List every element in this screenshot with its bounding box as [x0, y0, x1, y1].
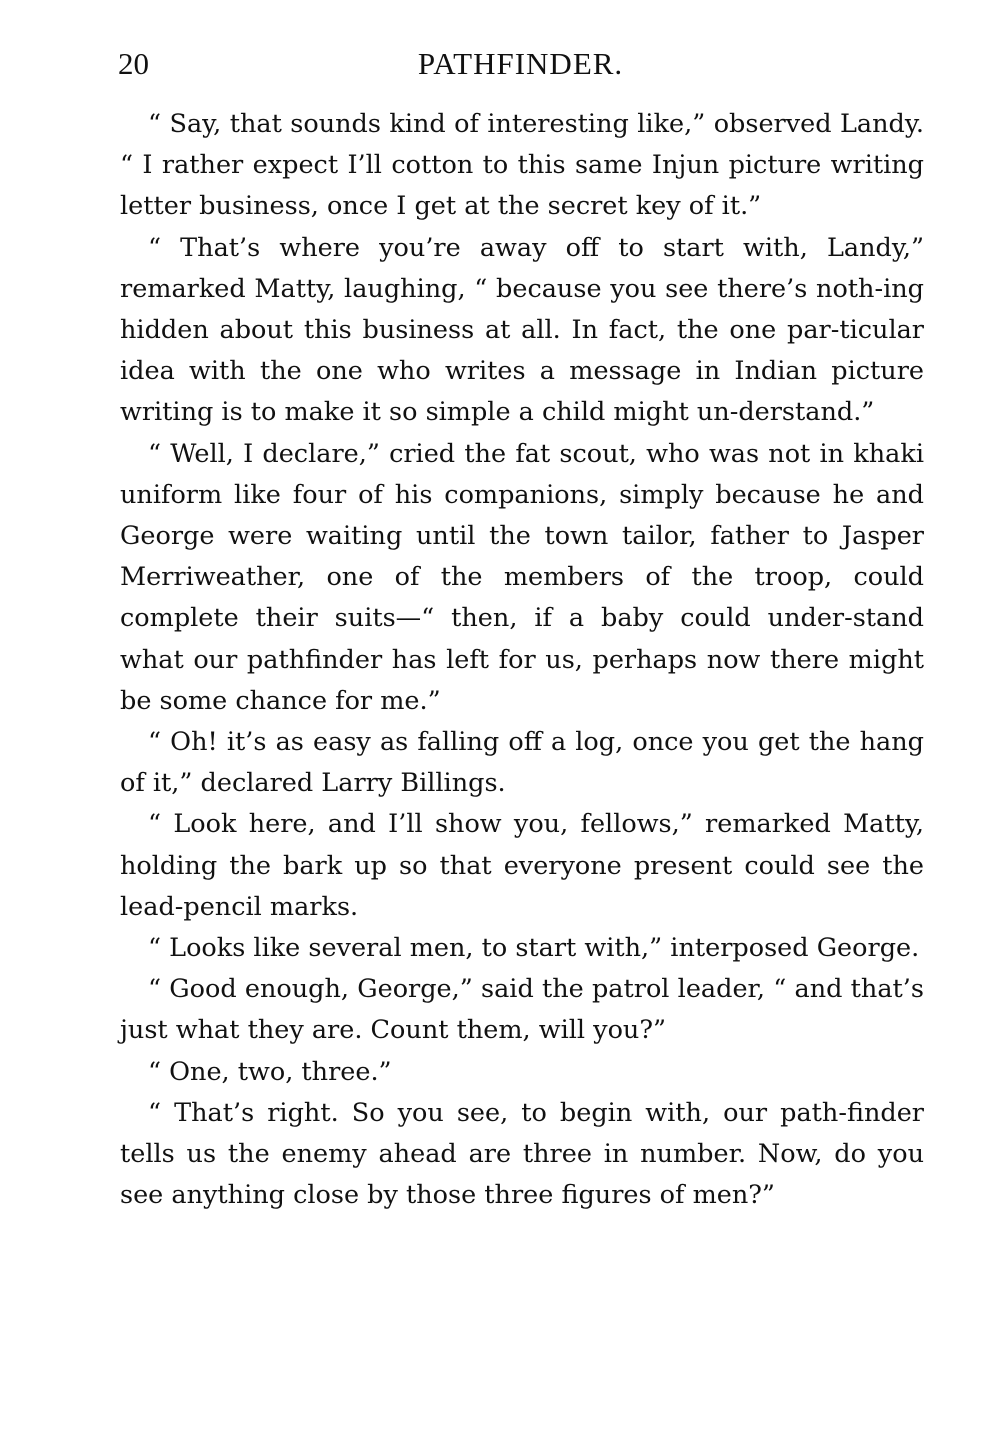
paragraph: “ Looks like several men, to start with,” interposed George. [148, 933, 920, 964]
paragraph: “ That’s where you’re away off to start with, Landy,” remarked Matty, laughing, “ because you see there’s noth-ing hidden about this business at all. In fact, the one par-ticular idea with the one who writes a message in Indian picture writing is to make it so simple a child might un-derstand.” [120, 232, 924, 428]
body-text [120, 104, 924, 1216]
paragraph: “ That’s right. So you see, to begin with, our path-finder tells us the enemy ahead are three in number. Now, do you see anything close by those three figures of men?” [120, 1097, 924, 1211]
running-title: PATHFINDER. [417, 46, 624, 81]
paragraph: “ Look here, and I’ll show you, fellows,” remarked Matty, holding the bark up so that everyone present could see the lead-pencil marks. [120, 809, 924, 922]
paragraph: “ One, two, three.” [148, 1056, 392, 1087]
page-number: 20 [118, 46, 149, 81]
paragraph: “ Well, I declare,” cried the fat scout, who was not in khaki uniform like four of his companions, simply because he and George were waiting until the town tailor, father to Jasper Merriweather, one of the members of the troop, could complete their suits—“ then, if a baby could under-stand what our pathfinder has left for us, perhaps now there might be some chance for me.” [120, 438, 924, 716]
paragraph: “ Oh! it’s as easy as falling off a log, once you get the hang of it,” declared Larry Billings. [120, 727, 924, 799]
paragraph: “ Good enough, George,” said the patrol leader, “ and that’s just what they are. Count them, will you?” [120, 974, 924, 1046]
running-head [118, 44, 923, 84]
paragraph: “ Say, that sounds kind of interesting like,” observed Landy. “ I rather expect I’ll cotton to this same Injun picture writing letter business, once I get at the secret key of it.” [120, 109, 924, 222]
